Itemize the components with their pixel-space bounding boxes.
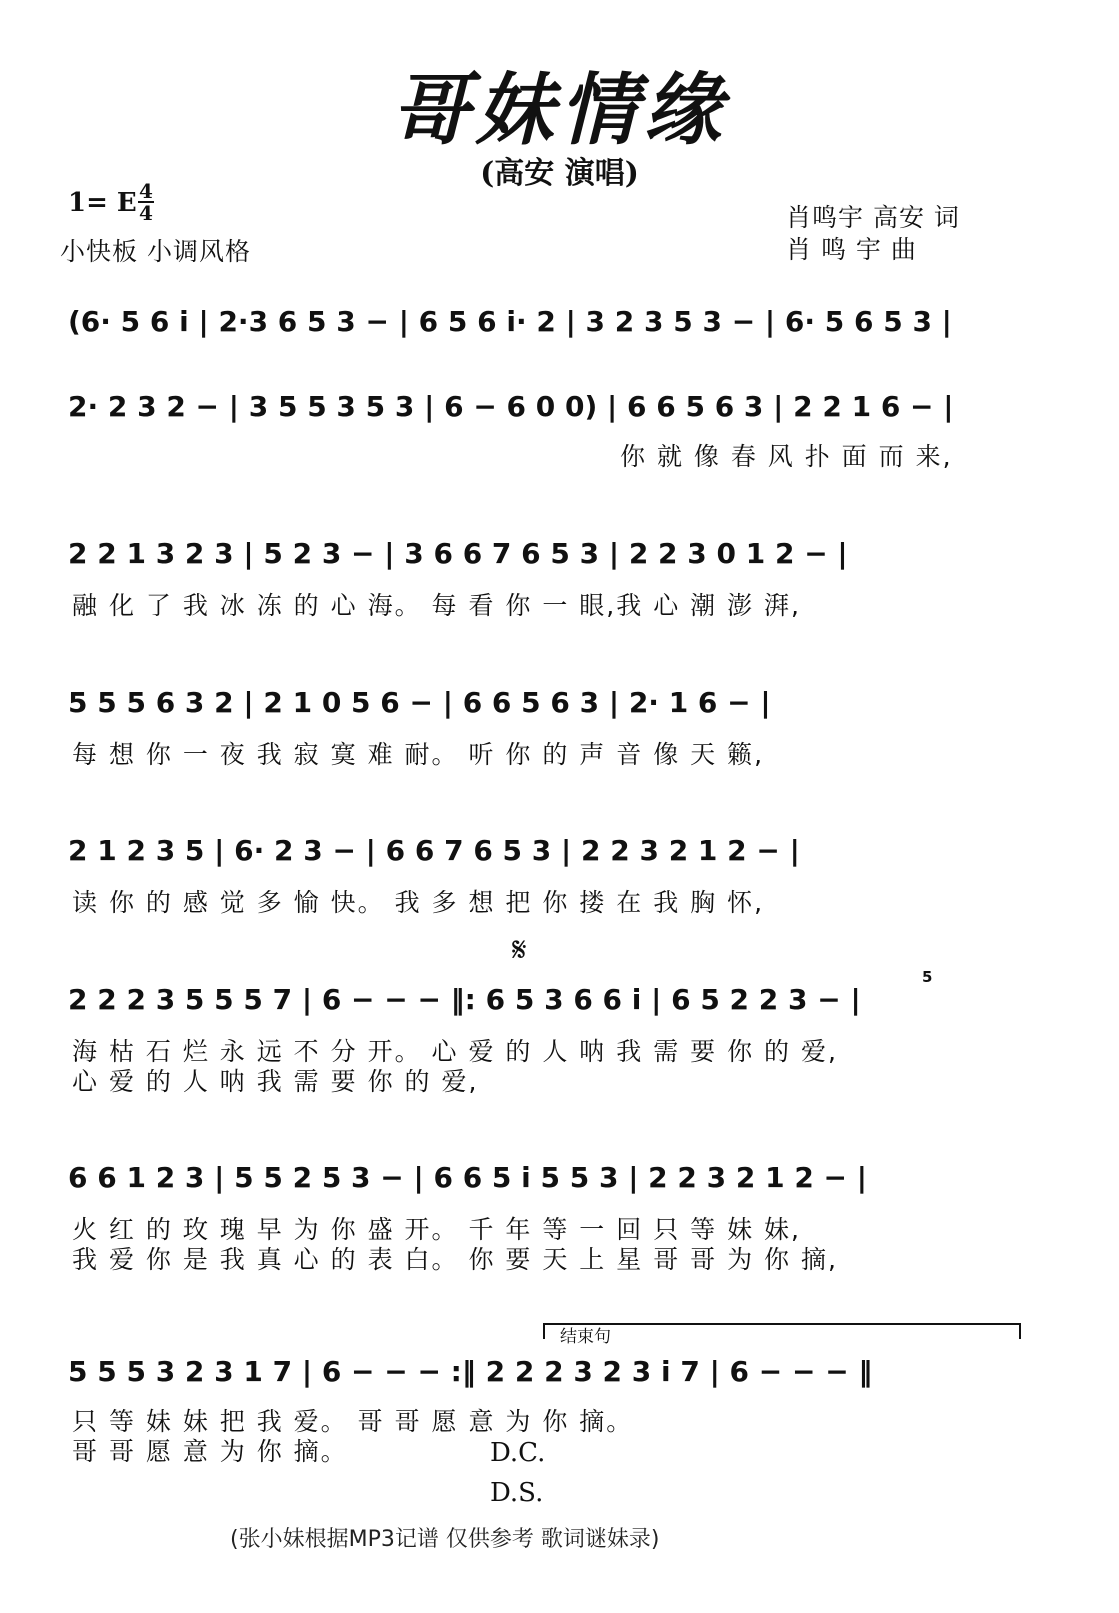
notation-line: 2 1 2 3 5 | 6· 2 3 − | 6 6 7 6 5 3 | 2 2 3 2 1 2 − |: [68, 833, 800, 867]
segno-sign: 𝄋: [512, 930, 527, 970]
lyric-line: 只 等 妹 妹 把 我 爱。 哥 哥 愿 意 为 你 摘。: [72, 1407, 634, 1436]
time-signature: [138, 179, 154, 225]
lyric-line: 每 想 你 一 夜 我 寂 寞 难 耐。 听 你 的 声 音 像 天 籁,: [72, 740, 765, 769]
lyric-line: 融 化 了 我 冰 冻 的 心 海。 每 看 你 一 眼,我 心 潮 澎 湃,: [72, 591, 801, 620]
notation-line: 2 2 2 3 5 5 5 7 | 6 − − − ‖: 6 5 3 6 6 i | 6 5 2 2 3 − |: [68, 982, 861, 1016]
ending-bracket: [543, 1323, 1021, 1339]
ds-marking: D.S.: [490, 1478, 544, 1508]
lyricist-credit: 肖鸣宇 高安 词: [786, 203, 960, 232]
key-signature: 1= E: [68, 188, 137, 218]
notation-line: 2 2 1 3 2 3 | 5 2 3 − | 3 6 6 7 6 5 3 | 2 2 3 0 1 2 − |: [68, 536, 848, 570]
page-title: 哥妹情缘: [391, 65, 728, 156]
page-subtitle: (高安 演唱): [480, 156, 639, 191]
lyric-line: 哥 哥 愿 意 为 你 摘。: [72, 1437, 348, 1466]
finger-five-mark: 5: [922, 968, 933, 986]
lyric-line: 海 枯 石 烂 永 远 不 分 开。 心 爱 的 人 呐 我 需 要 你 的 爱,: [72, 1037, 838, 1066]
notation-line: 6 6 1 2 3 | 5 5 2 5 3 − | 6 6 5 i 5 5 3 | 2 2 3 2 1 2 − |: [68, 1160, 867, 1194]
composer-credit: 肖 鸣 宇 曲: [786, 235, 917, 264]
lyric-line: 你 就 像 春 风 扑 面 而 来,: [620, 442, 953, 471]
lyric-line: 读 你 的 感 觉 多 愉 快。 我 多 想 把 你 搂 在 我 胸 怀,: [72, 888, 765, 917]
notation-line: 5 5 5 6 3 2 | 2 1 0 5 6 − | 6 6 5 6 3 | 2· 1 6 − |: [68, 685, 771, 719]
footer-note: (张小妹根据MP3记谱 仅供参考 歌词谜妹录): [230, 1527, 660, 1552]
notation-line: 5 5 5 3 2 3 1 7 | 6 − − − :‖ 2 2 2 3 2 3 i 7 | 6 − − − ‖: [68, 1354, 873, 1388]
time-top: 4: [139, 179, 153, 203]
notation-line: 2· 2 3 2 − | 3 5 5 3 5 3 | 6 − 6 0 0) | 6 6 5 6 3 | 2 2 1 6 − |: [68, 389, 954, 423]
tempo-marking: 小快板 小调风格: [60, 237, 251, 266]
lyric-line: 火 红 的 玫 瑰 早 为 你 盛 开。 千 年 等 一 回 只 等 妹 妹,: [72, 1215, 801, 1244]
dc-marking: D.C.: [490, 1438, 546, 1468]
notation-line: (6· 5 6 i | 2·3 6 5 3 − | 6 5 6 i· 2 | 3 2 3 5 3 − | 6· 5 6 5 3 |: [68, 304, 952, 338]
lyric-line: 我 爱 你 是 我 真 心 的 表 白。 你 要 天 上 星 哥 哥 为 你 摘,: [72, 1245, 838, 1274]
ending-label: 结束句: [560, 1327, 611, 1347]
lyric-line: 心 爱 的 人 呐 我 需 要 你 的 爱,: [72, 1067, 479, 1096]
time-bottom: 4: [139, 201, 153, 225]
